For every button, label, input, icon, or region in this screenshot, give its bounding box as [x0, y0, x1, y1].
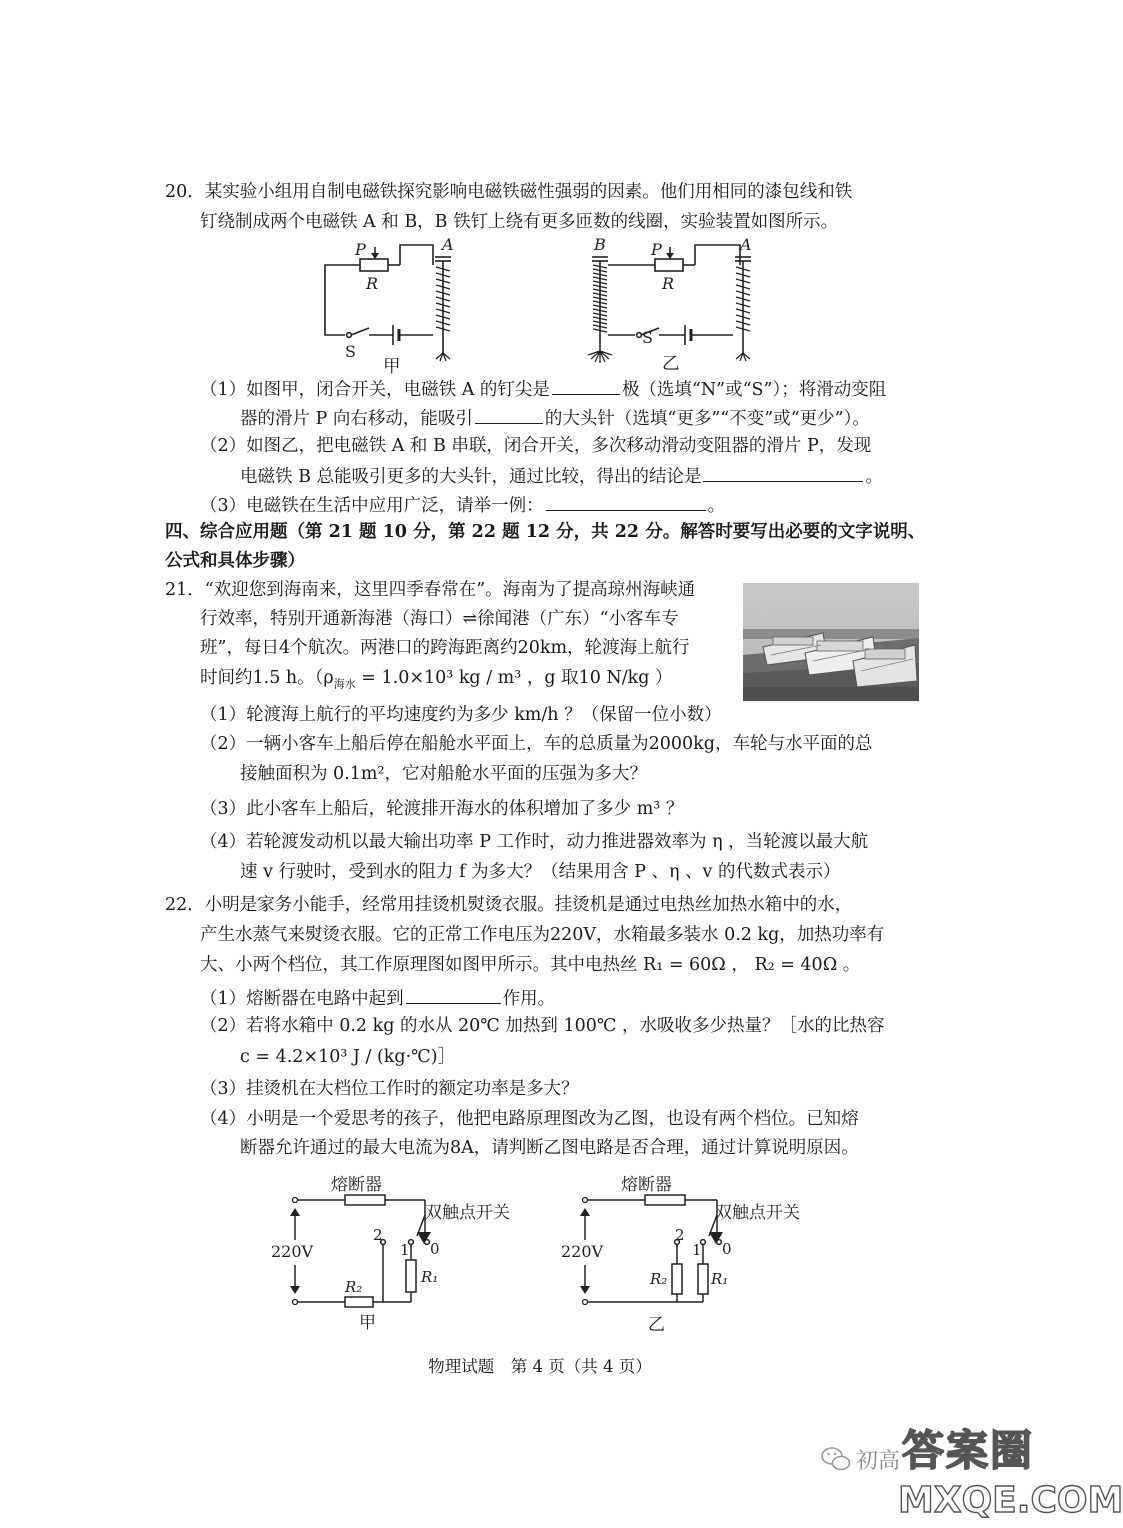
answer-blank[interactable] [703, 463, 863, 482]
answer-blank[interactable] [475, 405, 543, 424]
q20-figure-yi-caption: 乙 [662, 354, 680, 374]
q21-sub4-line2: 速 v 行驶时，受到水的阻力 f 为多大？（结果用含 P 、η 、v 的代数式表示） [240, 862, 841, 882]
resistor-R2-label: R₂ [345, 1278, 363, 1296]
contact-0: 0 [430, 1240, 440, 1258]
wechat-account-name: 初高 [856, 1449, 901, 1474]
q21-sub4-line1: （4）若轮渡发动机以最大输出功率 P 工作时，动力推进器效率为 η ，当轮渡以最大航 [200, 832, 869, 852]
label-R: R [662, 274, 675, 293]
fuse-label: 熔断器 [331, 1175, 382, 1195]
q21-sub2-line2: 接触面积为 0.1m²，它对船舱水平面的压强为多大？ [240, 764, 648, 784]
label-S: S [345, 342, 356, 361]
q20-stem-line1: 20．某实验小组用自制电磁铁探究影响电磁铁磁性强弱的因素。他们用相同的漆包线和铁 [165, 182, 853, 202]
contact-1: 1 [692, 1241, 702, 1259]
watermark-brand: 答案圈 [902, 1426, 1035, 1475]
q20-sub1-line1: （1）如图甲，闭合开关，电磁铁 A 的钉尖是 极（选填“N”或“S”）；将滑动变阻 [200, 376, 886, 402]
label-P: P [651, 240, 662, 259]
switch-label: 双触点开关 [425, 1203, 510, 1223]
answer-blank[interactable] [406, 985, 501, 1004]
q20-figure-jia-caption: 甲 [383, 357, 401, 377]
q22-stem-line3: 大、小两个档位，其工作原理图如图甲所示。其中电热丝 R₁ = 60Ω ， R₂ = 40Ω 。 [200, 955, 861, 975]
circuit-yi-caption: 乙 [648, 1315, 665, 1335]
contact-2: 2 [675, 1226, 685, 1244]
voltage-label: 220V [271, 1242, 314, 1261]
label-P: P [355, 240, 366, 259]
q22-stem-line2: 产生水蒸气来熨烫衣服。它的正常工作电压为220V，水箱最多装水 0.2 kg，加热功率有 [200, 925, 885, 945]
q20-sub2-line2: 电磁铁 B 总能吸引更多的大头针，通过比较，得出的结论是 。 [240, 463, 883, 489]
q20-sub1-line2: 器的滑片 P 向右移动，能吸引 的大头针（选填“更多”“不变”或“更少”）。 [240, 405, 870, 431]
q20-sub3: （3）电磁铁在生活中应用广泛，请举一例： 。 [200, 492, 725, 518]
resistor-R1-label: R₁ [711, 1270, 729, 1288]
q22-sub3: （3）挂烫机在大档位工作时的额定功率是多大？ [200, 1079, 579, 1099]
wechat-icon [820, 1444, 852, 1474]
q22-sub2-line1: （2）若将水箱中 0.2 kg 的水从 20℃ 加热到 100℃ ，水吸收多少热量？［水的比热容 [200, 1016, 885, 1036]
q20-sub2-line1: （2）如图乙，把电磁铁 A 和 B 串联，闭合开关，多次移动滑动变阻器的滑片 P，发现 [200, 436, 872, 456]
resistor-R2-label: R₂ [650, 1270, 668, 1288]
answer-blank[interactable] [552, 376, 620, 395]
section4-heading-line2: 公式和具体步骤） [165, 551, 305, 571]
label-B: B [594, 235, 606, 254]
voltage-label: 220V [561, 1242, 604, 1261]
q22-stem-line1: 22．小明是家务小能手，经常用挂烫机熨烫衣服。挂烫机是通过电热丝加热水箱中的水， [165, 895, 853, 915]
contact-1: 1 [400, 1241, 410, 1259]
label-A: A [442, 235, 454, 254]
q20-figure-jia [315, 235, 465, 370]
q21-stem-line2: 行效率，特别开通新海港（海口）⇌徐闻港（广东）“小客车专 [200, 609, 679, 629]
watermark-site: MXQE.COM [898, 1480, 1123, 1521]
q21-sub1: （1）轮渡海上航行的平均速度约为多少 km/h ？（保留一位小数） [200, 705, 722, 725]
q21-sub3: （3）此小客车上船后，轮渡排开海水的体积增加了多少 m³ ？ [200, 799, 684, 819]
ferry-photo [743, 583, 919, 701]
q22-circuit-yi [555, 1170, 820, 1340]
label-R: R [366, 274, 379, 293]
q21-sub2-line1: （2）一辆小客车上船后停在船舱水平面上，车的总质量为2000kg，车轮与水平面的总 [200, 734, 873, 754]
q22-sub4-line2: 断器允许通过的最大电流为8A，请判断乙图电路是否合理，通过计算说明原因。 [240, 1138, 859, 1158]
contact-2: 2 [373, 1226, 383, 1244]
label-A: A [740, 235, 752, 254]
watermark [820, 1410, 1123, 1528]
q22-sub4-line1: （4）小明是一个爱思考的孩子，他把电路原理图改为乙图，也设有两个档位。已知熔 [200, 1109, 859, 1129]
contact-0: 0 [722, 1240, 732, 1258]
q22-sub1: （1）熔断器在电路中起到 作用。 [200, 985, 555, 1011]
q22-circuit-jia [265, 1170, 525, 1340]
switch-label: 双触点开关 [715, 1203, 800, 1223]
q22-sub2-line2: c = 4.2×10³ J / (kg·℃)］ [240, 1047, 456, 1067]
q20-stem-line2: 钉绕制成两个电磁铁 A 和 B，B 铁钉上绕有更多匝数的线圈，实验装置如图所示。 [200, 212, 839, 232]
q21-stem-line4: 时间约1.5 h。（$\rho_{海水} = 1.0\times 10^3$ kg / m³ ，g 取10 N/kg ） [200, 668, 673, 691]
fuse-label: 熔断器 [621, 1175, 672, 1195]
section4-heading-line1: 四、综合应用题（第 21 题 10 分，第 22 题 12 分，共 22 分。解答时要写出必要的文字说明、 [165, 522, 926, 542]
q21-stem-line1: 21．“欢迎您到海南来，这里四季春常在”。海南为了提高琼州海峡通 [165, 580, 696, 600]
q21-stem-line3: 班”，每日4个航次。两港口的跨海距离约20km，轮渡海上航行 [200, 638, 690, 658]
answer-blank[interactable] [546, 492, 706, 511]
circuit-jia-caption: 甲 [359, 1313, 376, 1333]
resistor-R1-label: R₁ [421, 1268, 439, 1286]
q20-figure-yi [585, 235, 760, 370]
label-S: S [642, 328, 653, 347]
page-footer: 物理试题 第 4 页（共 4 页） [428, 1357, 652, 1376]
